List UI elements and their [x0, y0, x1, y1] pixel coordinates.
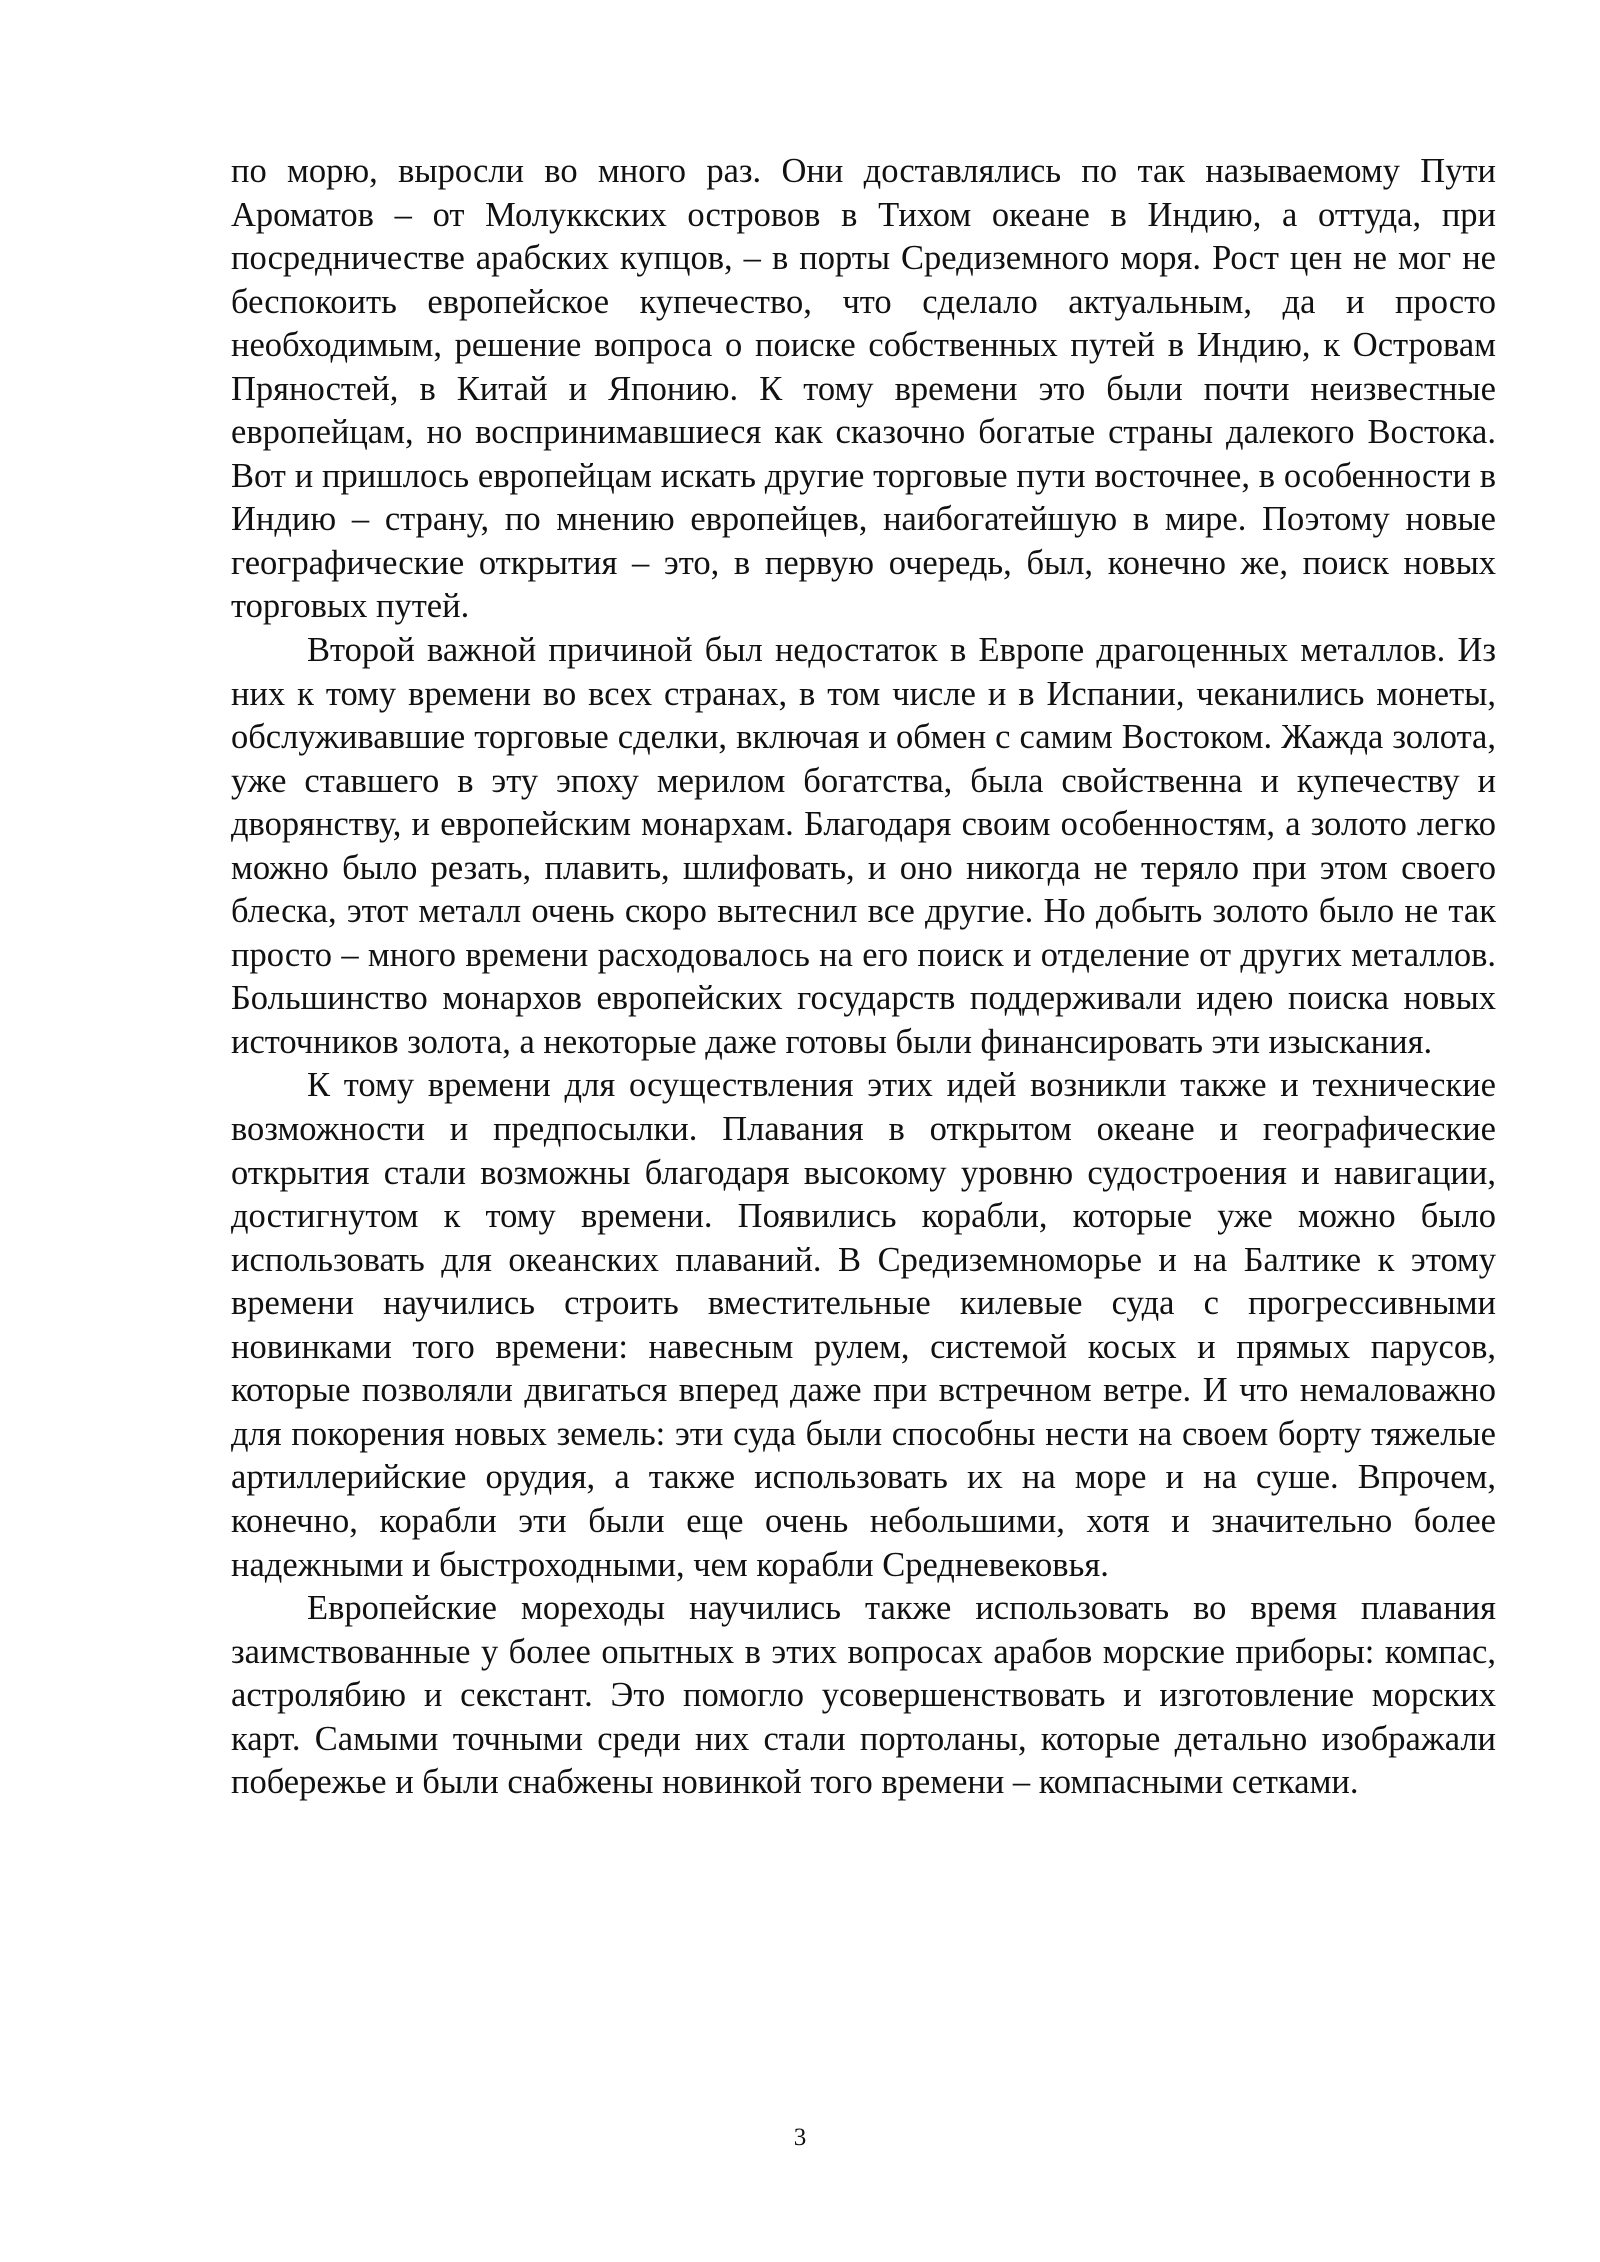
paragraph-technical-possibilities: К тому времени для осуществления этих идей возникли также и технические возможности и предпосылки. Плавания в открытом океане и географические открытия стали возможны благодаря высокому уровню судостроения и навигации, достигнутом к тому времени. Появились корабли, которые уже можно было использовать для океанских плаваний. В Средиземноморье и на Балтике к этому времени научились строить вместительные килевые суда с прогрессивными новинками того времени: навесным рулем, системой косых и прямых парусов, которые позволяли двигаться вперед даже при встречном ветре. И что немаловажно для покорения новых земель: эти суда были способны нести на своем борту тяжелые артиллерийские орудия, а также использовать их на море и на суше. Впрочем, конечно, корабли эти были еще очень небольшими, хотя и значительно более надежными и быстроходными, чем корабли Средневековья.: [231, 1066, 1496, 1584]
page-number: 3: [793, 2124, 807, 2151]
paragraph-continuation: по морю, выросли во много раз. Они доставлялись по так называемому Пути Ароматов – от Молуккских островов в Тихом океане в Индию, а оттуда, при посредничестве арабских купцов, – в порты Средиземного моря. Рост цен не мог не беспокоить европейское купечество, что сделало актуальным, да и просто необходимым, решение вопроса о поиске собственных путей в Индию, к Островам Пряностей, в Китай и Японию. К тому времени это были почти неизвестные европейцам, но воспринимавшиеся как сказочно богатые страны далекого Востока. Вот и пришлось европейцам искать другие торговые пути восточнее, в особенности в Индию – страну, по мнению европейцев, наибогатейшую в мире. Поэтому новые географические открытия – это, в первую очередь, был, конечно же, поиск новых торговых путей.: [231, 152, 1496, 626]
body-text: [231, 150, 1496, 1805]
paragraph-precious-metals: Второй важной причиной был недостаток в Европе драгоценных металлов. Из них к тому времени во всех странах, в том числе и в Испании, чеканились монеты, обслуживавшие торговые сделки, включая и обмен с самим Востоком. Жажда золота, уже ставшего в эту эпоху мерилом богатства, была свойственна и купечеству и дворянству, и европейским монархам. Благодаря своим особенностям, а золото легко можно было резать, плавить, шлифовать, и оно никогда не теряло при этом своего блеска, этот металл очень скоро вытеснил все другие. Но добыть золото было не так просто – много времени расходовалось на его поиск и отделение от других металлов. Большинство монархов европейских государств поддерживали идею поиска новых источников золота, а некоторые даже готовы были финансировать эти изыскания.: [231, 631, 1496, 1061]
paragraph-navigation-instruments: Европейские мореходы научились также использовать во время плавания заимствованные у более опытных в этих вопросах арабов морские приборы: компас, астролябию и секстант. Это помогло усовершенствовать и изготовление морских карт. Самыми точными среди них стали портоланы, которые детально изображали побережье и были снабжены новинкой того времени – компасными сетками.: [231, 1589, 1496, 1802]
